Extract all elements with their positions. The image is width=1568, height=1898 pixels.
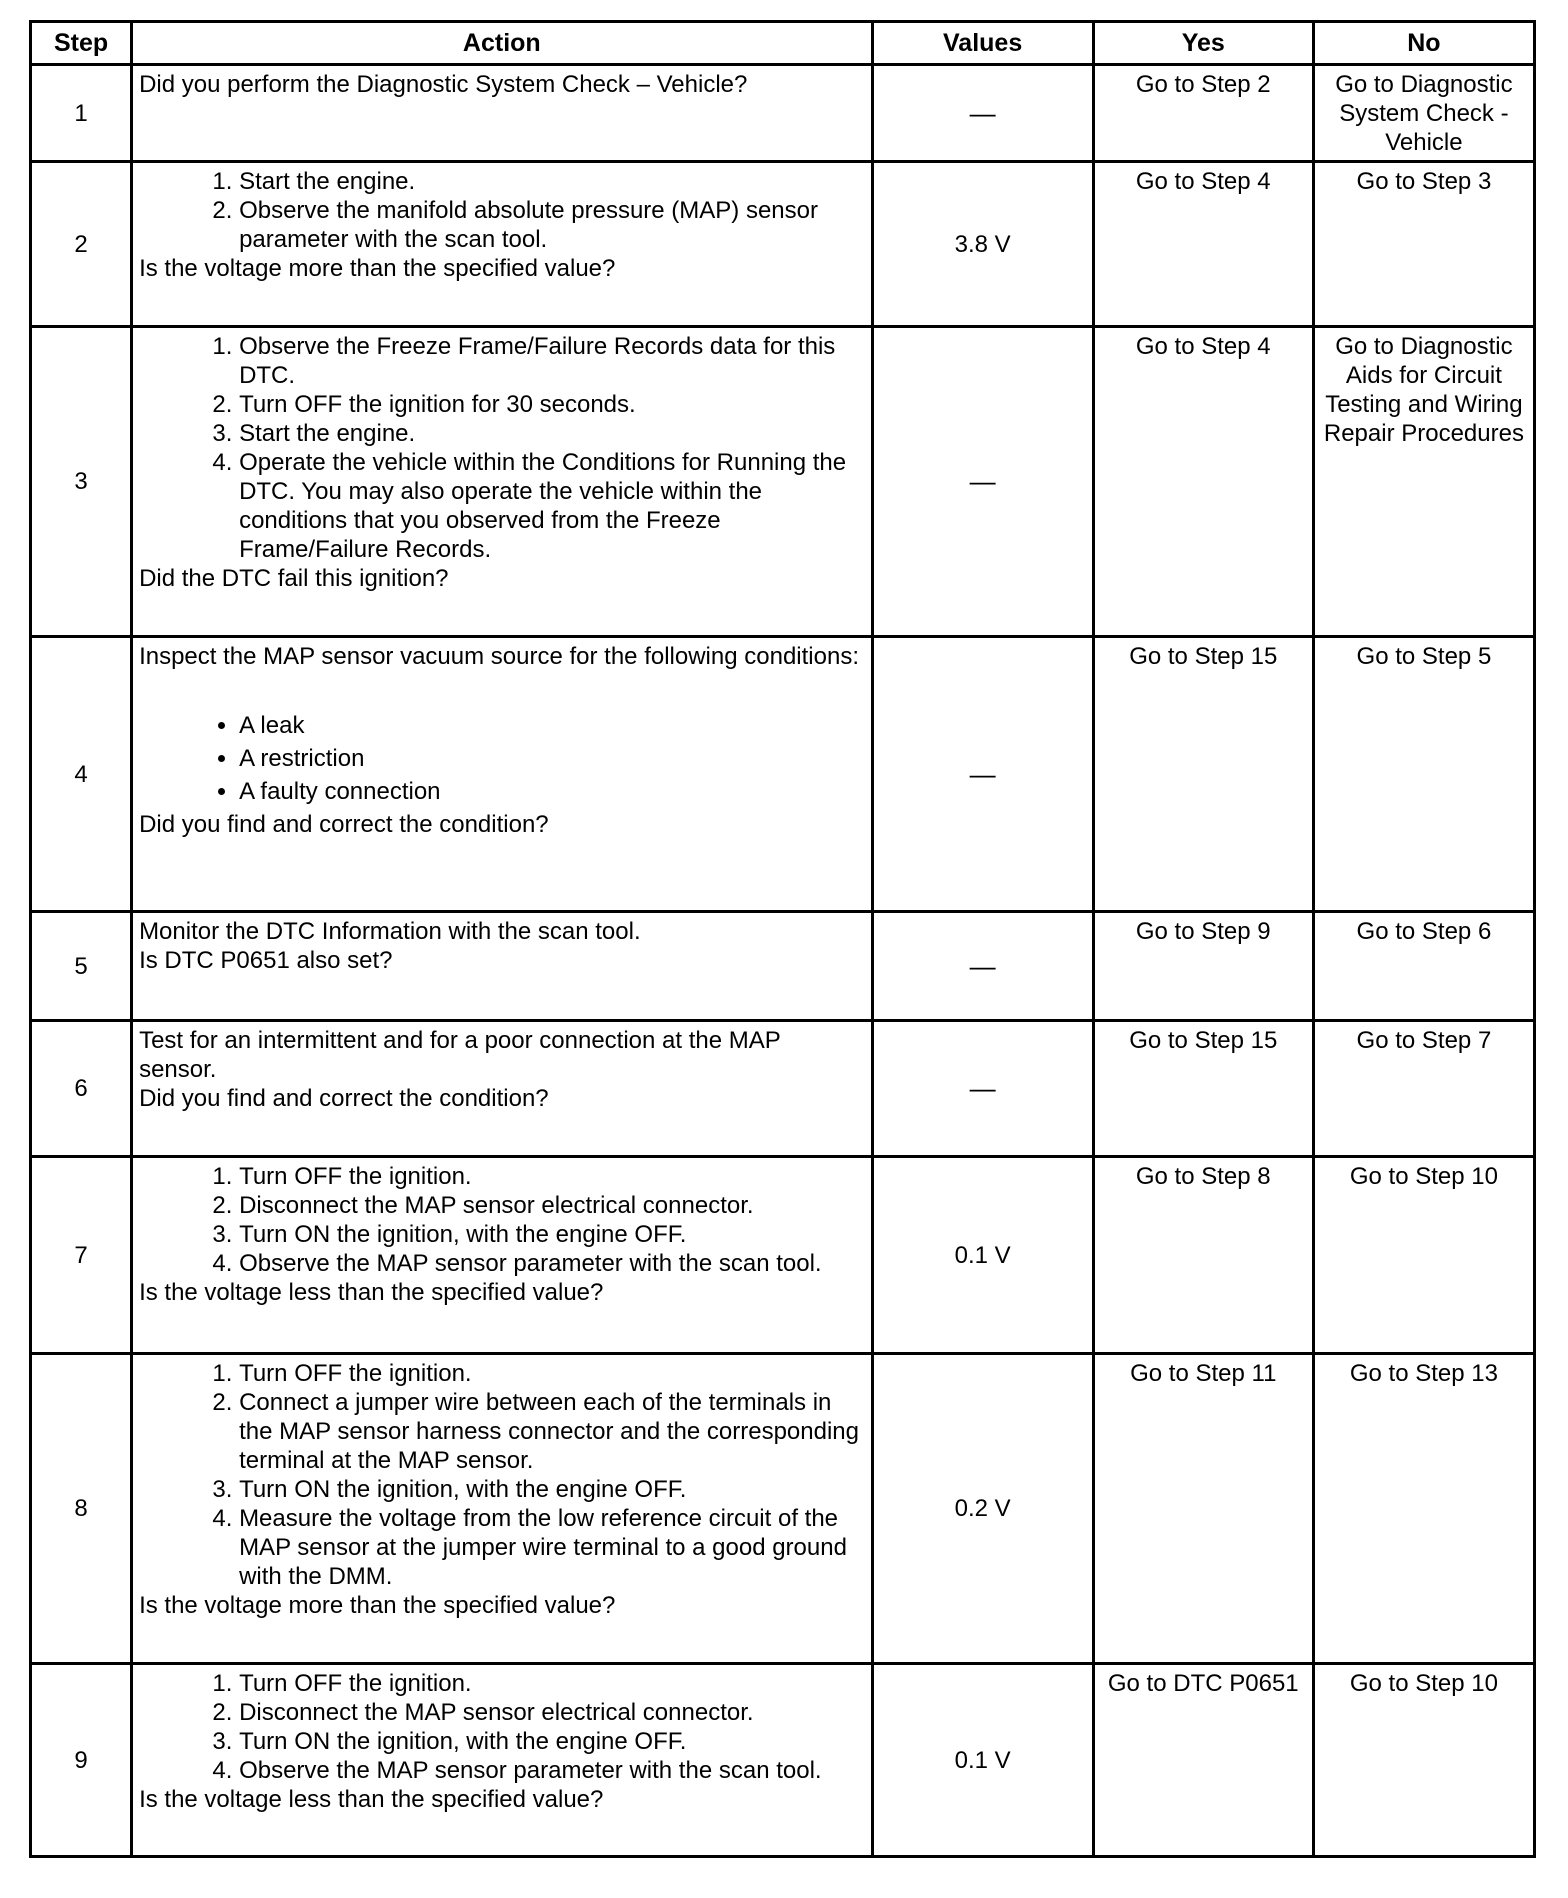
action-question: Is the voltage less than the specified value? [139, 1786, 604, 1813]
action-step: 4. Observe the MAP sensor parameter with the scan tool. [239, 1756, 862, 1785]
action-cell [132, 1021, 872, 1157]
yes-content [1095, 66, 1312, 101]
step-number: 4 [31, 637, 132, 912]
table-row [31, 1354, 1535, 1664]
action-steps [139, 167, 862, 254]
condition-list [139, 711, 862, 810]
action-cell [132, 637, 872, 912]
no-content [1315, 1665, 1533, 1700]
yes-cell [1093, 327, 1313, 637]
table-row [31, 162, 1535, 327]
yes-content [1095, 1158, 1312, 1193]
table-row [31, 65, 1535, 162]
yes-target: Go to Step 9 [1135, 918, 1271, 945]
value-cell: 3.8 V [872, 162, 1093, 327]
diagnostic-table [29, 20, 1536, 1858]
action-cell [132, 912, 872, 1021]
yes-target: Go to Step 4 [1135, 333, 1271, 360]
no-cell [1313, 65, 1534, 162]
action-intro: Test for an intermittent and for a poor connection at the MAP sensor. [139, 1027, 781, 1083]
action-step: 3. Start the engine. [239, 419, 862, 448]
step-number: 2 [31, 162, 132, 327]
no-cell [1313, 912, 1534, 1021]
action-cell [132, 162, 872, 327]
no-cell [1313, 637, 1534, 912]
step-number: 8 [31, 1354, 132, 1664]
value-cell: — [872, 327, 1093, 637]
action-intro: Inspect the MAP sensor vacuum source for the following conditions: [139, 643, 859, 670]
action-step: 1. Turn OFF the ignition. [239, 1359, 862, 1388]
action-content [133, 1355, 870, 1622]
step-number: 3 [31, 327, 132, 637]
no-content [1315, 638, 1533, 673]
yes-content [1095, 638, 1312, 673]
header-yes: Yes [1093, 22, 1313, 65]
action-intro: Did you perform the Diagnostic System Check – Vehicle? [139, 71, 748, 98]
condition-item: • A leak [239, 711, 862, 740]
condition-item: • A faulty connection [239, 777, 862, 806]
header-action: Action [132, 22, 872, 65]
action-step: 2. Connect a jumper wire between each of the terminals in the MAP sensor harness connector and the corresponding terminal at the MAP sensor. [239, 1388, 862, 1475]
no-cell [1313, 327, 1534, 637]
table-row [31, 327, 1535, 637]
header-values: Values [872, 22, 1093, 65]
table-row [31, 637, 1535, 912]
yes-cell [1093, 1354, 1313, 1664]
no-content [1315, 328, 1533, 450]
no-target: Go to Step 3 [1356, 168, 1492, 195]
action-step: 4. Measure the voltage from the low reference circuit of the MAP sensor at the jumper wire terminal to a good ground with the DMM. [239, 1504, 862, 1591]
action-cell [132, 1354, 872, 1664]
yes-target: Go to Step 2 [1135, 71, 1271, 98]
yes-content [1095, 1022, 1312, 1057]
no-target: Go to Diagnostic Aids for Circuit Testing and Wiring Repair Procedures [1323, 333, 1524, 447]
no-target: Go to Step 13 [1349, 1360, 1498, 1387]
action-step: 2. Disconnect the MAP sensor electrical connector. [239, 1698, 862, 1727]
header-row [31, 22, 1535, 65]
action-question: Did the DTC fail this ignition? [139, 565, 449, 592]
action-question: Did you find and correct the condition? [139, 811, 549, 838]
table-row [31, 1157, 1535, 1354]
header-no: No [1313, 22, 1534, 65]
action-question: Is DTC P0651 also set? [139, 947, 393, 974]
value-cell: — [872, 65, 1093, 162]
action-question: Is the voltage more than the specified value? [139, 1592, 616, 1619]
action-question: Did you find and correct the condition? [139, 1085, 549, 1112]
action-step: 2. Turn OFF the ignition for 30 seconds. [239, 390, 862, 419]
step-number: 1 [31, 65, 132, 162]
action-steps [139, 1359, 862, 1591]
no-content [1315, 163, 1533, 198]
yes-target: Go to Step 15 [1129, 1027, 1278, 1054]
yes-target: Go to Step 15 [1129, 643, 1278, 670]
table-body [31, 65, 1535, 1857]
action-content [133, 1158, 870, 1309]
step-number: 9 [31, 1664, 132, 1857]
header-step: Step [31, 22, 132, 65]
no-target: Go to Step 10 [1349, 1670, 1498, 1697]
action-steps [139, 1669, 862, 1785]
action-content [133, 913, 870, 977]
action-content [133, 638, 870, 841]
yes-content [1095, 1355, 1312, 1390]
no-target: Go to Step 6 [1356, 918, 1492, 945]
yes-cell [1093, 912, 1313, 1021]
action-step: 1. Turn OFF the ignition. [239, 1669, 862, 1698]
action-cell [132, 327, 872, 637]
action-step: 1. Turn OFF the ignition. [239, 1162, 862, 1191]
action-steps [139, 1162, 862, 1278]
action-cell [132, 1157, 872, 1354]
yes-cell [1093, 1157, 1313, 1354]
action-step: 3. Turn ON the ignition, with the engine OFF. [239, 1475, 862, 1504]
yes-cell [1093, 1021, 1313, 1157]
no-content [1315, 1158, 1533, 1193]
no-cell [1313, 1354, 1534, 1664]
no-cell [1313, 1021, 1534, 1157]
action-intro: Monitor the DTC Information with the scan tool. [139, 918, 641, 945]
value-cell: — [872, 912, 1093, 1021]
no-content [1315, 66, 1533, 159]
no-content [1315, 913, 1533, 948]
action-steps [139, 332, 862, 564]
yes-content [1095, 913, 1312, 948]
value-cell: 0.1 V [872, 1157, 1093, 1354]
value-cell: — [872, 637, 1093, 912]
table-row [31, 1021, 1535, 1157]
action-step: 3. Turn ON the ignition, with the engine OFF. [239, 1220, 862, 1249]
action-content [133, 328, 870, 595]
no-cell [1313, 1157, 1534, 1354]
step-number: 6 [31, 1021, 132, 1157]
action-content [133, 66, 870, 101]
action-content [133, 1022, 870, 1115]
no-target: Go to Step 7 [1356, 1027, 1492, 1054]
action-step: 3. Turn ON the ignition, with the engine OFF. [239, 1727, 862, 1756]
step-number: 5 [31, 912, 132, 1021]
no-target: Go to Step 10 [1349, 1163, 1498, 1190]
table-row [31, 912, 1535, 1021]
action-step: 1. Observe the Freeze Frame/Failure Records data for this DTC. [239, 332, 862, 390]
action-cell [132, 65, 872, 162]
yes-target: Go to Step 4 [1135, 168, 1271, 195]
action-step: 2. Disconnect the MAP sensor electrical connector. [239, 1191, 862, 1220]
value-cell: 0.2 V [872, 1354, 1093, 1664]
yes-target: Go to Step 8 [1135, 1163, 1271, 1190]
yes-cell [1093, 162, 1313, 327]
action-question: Is the voltage more than the specified value? [139, 255, 616, 282]
yes-cell [1093, 637, 1313, 912]
yes-content [1095, 163, 1312, 198]
action-cell [132, 1664, 872, 1857]
action-step: 1. Start the engine. [239, 167, 862, 196]
no-cell [1313, 162, 1534, 327]
action-step: 4. Operate the vehicle within the Conditions for Running the DTC. You may also operate the vehicle within the conditions that you observed from the Freeze Frame/Failure Records. [239, 448, 862, 564]
value-cell: — [872, 1021, 1093, 1157]
no-target: Go to Step 5 [1356, 643, 1492, 670]
value-cell: 0.1 V [872, 1664, 1093, 1857]
yes-cell [1093, 65, 1313, 162]
yes-content [1095, 328, 1312, 363]
action-content [133, 163, 870, 285]
table-row [31, 1664, 1535, 1857]
no-target: Go to Diagnostic System Check - Vehicle [1335, 71, 1513, 156]
action-step: 4. Observe the MAP sensor parameter with the scan tool. [239, 1249, 862, 1278]
yes-target: Go to DTC P0651 [1107, 1670, 1299, 1697]
no-content [1315, 1022, 1533, 1057]
action-question: Is the voltage less than the specified value? [139, 1279, 604, 1306]
no-content [1315, 1355, 1533, 1390]
action-content [133, 1665, 870, 1816]
yes-target: Go to Step 11 [1130, 1360, 1277, 1387]
yes-cell [1093, 1664, 1313, 1857]
action-step: 2. Observe the manifold absolute pressure (MAP) sensor parameter with the scan tool. [239, 196, 862, 254]
no-cell [1313, 1664, 1534, 1857]
condition-item: • A restriction [239, 744, 862, 773]
step-number: 7 [31, 1157, 132, 1354]
yes-content [1095, 1665, 1312, 1700]
